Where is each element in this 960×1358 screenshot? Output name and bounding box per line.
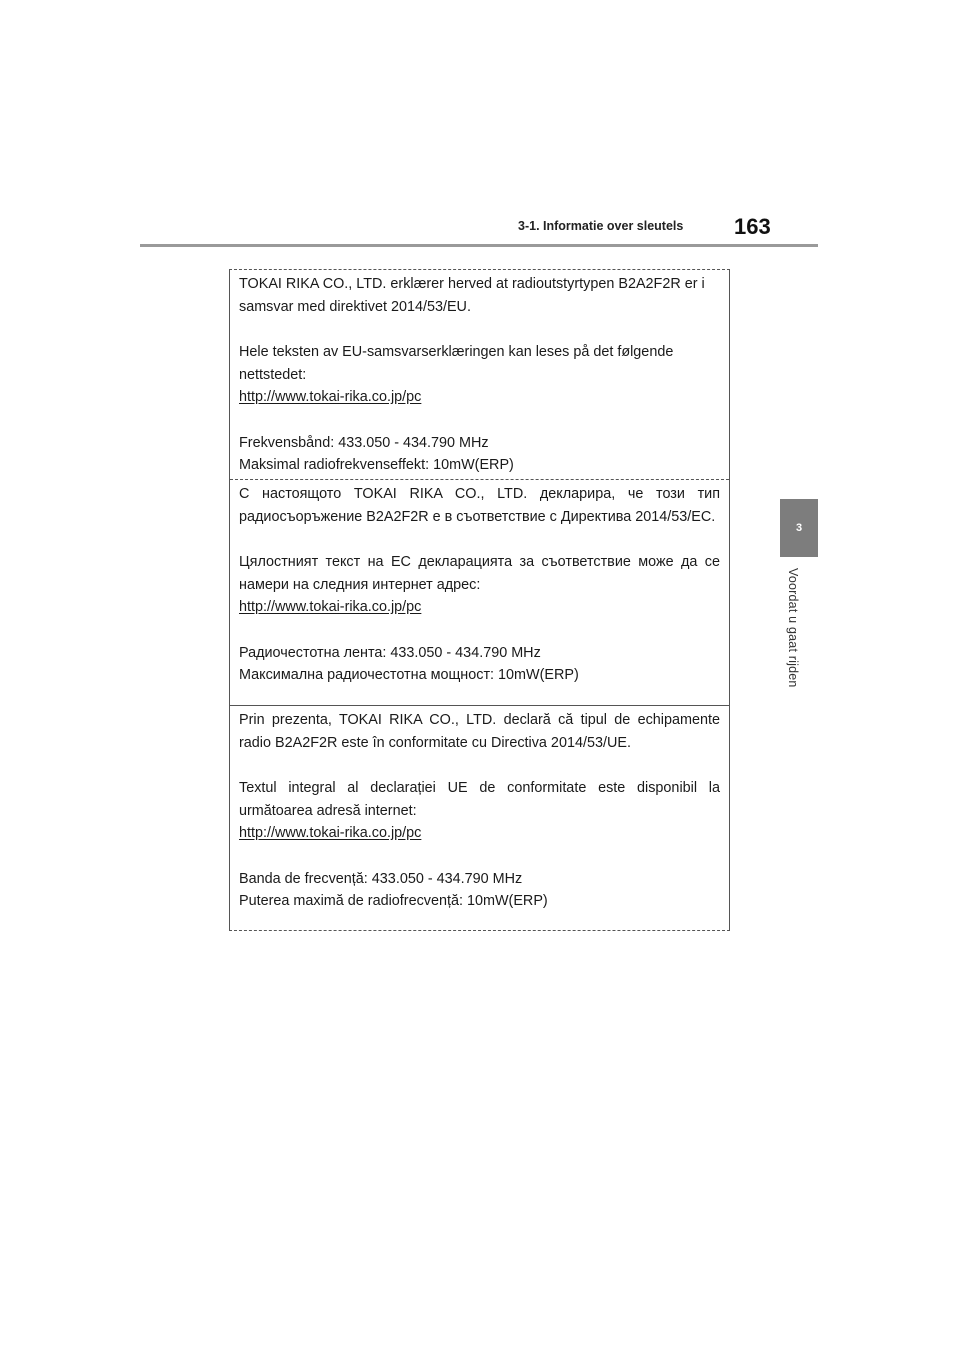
header-rule (140, 244, 818, 247)
max-power: Maksimal radiofrekvenseffekt: 10mW(ERP) (239, 457, 514, 473)
chapter-title: Voordat u gaat rijden (786, 568, 800, 688)
max-power: Puterea maximă de radiofrecvență: 10mW(ERP) (239, 893, 548, 909)
declaration-text: Prin prezenta, TOKAI RIKA CO., LTD. declară că tipul de echipamente radio B2A2F2R este în conformitate cu Directiva 2014/53/UE. (239, 712, 720, 751)
notice-section-bulgarian (230, 479, 729, 705)
frequency-band: Frekvensbånd: 433.050 - 434.790 MHz (239, 434, 489, 451)
full-text-note: Цялостният текст на ЕС декларацията за съответствие може да се намери на следния интернет адрес: (239, 554, 720, 593)
max-power: Максимална радиочестотна мощност: 10mW(ERP) (239, 667, 579, 683)
declaration-url-link[interactable]: http://www.tokai-rika.co.jp/pc (239, 599, 422, 615)
frequency-band: Радиочестотна лента: 433.050 - 434.790 MHz (239, 644, 541, 661)
chapter-tab (780, 499, 818, 557)
notice-section-norwegian (230, 270, 729, 479)
declaration-url-link[interactable]: http://www.tokai-rika.co.jp/pc (239, 389, 422, 405)
regulatory-notice-box (229, 269, 730, 931)
chapter-number: 3 (795, 522, 803, 534)
declaration-text: TOKAI RIKA CO., LTD. erklærer herved at radioutstyrtypen B2A2F2R er i samsvar med direktivet 2014/53/EU. (239, 276, 705, 315)
full-text-note: Hele teksten av EU-samsvarserklæringen kan leses på det følgende nettstedet: (239, 344, 674, 383)
declaration-url-link[interactable]: http://www.tokai-rika.co.jp/pc (239, 825, 422, 841)
frequency-band: Banda de frecvență: 433.050 - 434.790 MHz (239, 870, 523, 887)
notice-section-romanian (230, 705, 729, 931)
section-title: 3-1. Informatie over sleutels (518, 219, 684, 233)
page-number: 163 (734, 214, 771, 239)
declaration-text: С настоящото TOKAI RIKA CO., LTD. декларира, че този тип радиосъоръжение B2A2F2R е в съответствие с Директива 2014/53/ЕС. (239, 486, 720, 525)
full-text-note: Textul integral al declarației UE de conformitate este disponibil la următoarea adresă internet: (239, 780, 720, 819)
